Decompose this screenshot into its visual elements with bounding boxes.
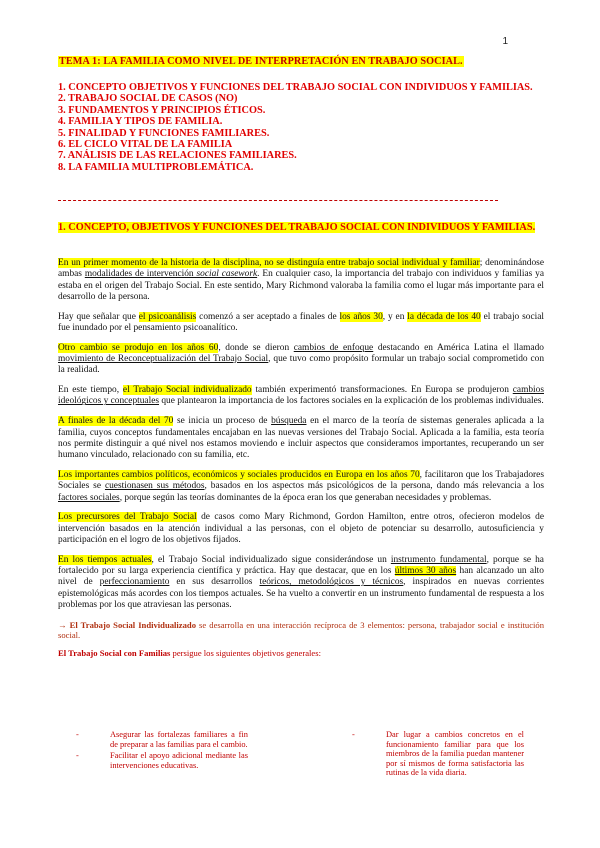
toc-item: 7. ANÁLISIS DE LAS RELACIONES FAMILIARES. [58,150,297,162]
paragraph [58,258,544,303]
toc-item: 8. LA FAMILIA MULTIPROBLEMÁTICA. [58,161,254,173]
toc-item: 1. CONCEPTO OBJETIVOS Y FUNCIONES DEL TRABAJO SOCIAL CON INDIVIDUOS Y FAMILIAS. [58,82,533,93]
text-run: se desarrolla en una interacción recíproca de 3 elementos: persona, trabajador social e institución social. [58,619,544,640]
page-number: 1 [502,36,508,47]
toc-item: 4. FAMILIA Y TIPOS DE FAMILIA. [58,116,223,128]
goal-text: Facilitar el apoyo adicional mediante las intervenciones educativas. [110,751,248,770]
highlighted-text: el psicoanálisis [138,311,197,322]
text-run: comenzó a ser aceptado a finales de [196,311,340,322]
paragraph [58,470,544,504]
text-run: , donde se dieron [218,342,294,353]
text-run: , facilitaron que los Trabajadores Sociales se [58,469,544,492]
goals-column-right [334,730,524,780]
goals-column-left [58,730,248,772]
toc-item: 5. FINALIDAD Y FUNCIONES FAMILIARES. [58,127,270,139]
text-run: que plantearon la importancia de los factores sociales en la explicación de los problemas individuales. [159,396,544,407]
underlined-text: cambios de enfoque [293,342,374,353]
highlighted-text: Los precursores del Trabajo Social [58,512,197,523]
arrow-note [58,620,544,640]
paragraph [58,512,544,546]
goal-text: Asegurar las fortalezas familiares a fin de preparar a las familias para el cambio. [110,730,248,749]
underlined-text: modalidades de intervención [84,269,197,280]
text-run: , porque se ha fortalecido por su larga experiencia científica y práctica. Hay que destacar, que en los [58,554,544,577]
bullet-dash: - [76,751,79,761]
goals-intro [58,648,544,658]
table-of-contents [58,82,544,173]
section-heading [58,222,544,234]
highlighted-text: Los importantes cambios políticos, económicos y sociales producidos en Europa en los años 70 [58,469,420,480]
highlighted-underlined-text: últimos 30 años [394,566,457,577]
toc-item: 3. FUNDAMENTOS Y PRINCIPIOS ÉTICOS. [58,104,266,116]
toc-item: 6. EL CICLO VITAL DE LA FAMILIA [58,139,233,151]
arrow-icon: → [58,619,70,630]
text-run: . En cualquier caso, la importancia del trabajo con individuos y familias ya estaba en el origen del Trabajo Social. En este sentido, Mary Richmond valoraba la familia como el lugar más importante para el desarrollo de la persona. [58,269,544,302]
text-run: se inicia un proceso de [173,416,272,427]
text-run: , y en [382,311,408,322]
list-item [334,730,524,778]
text-run: han alcanzado un alto nivel de [58,566,544,588]
text-run: en el marco de la teoría de sistemas generales aplicada a la familia, cuyos conceptos fundamentales encajaban en las nuevas versiones del Trabajo Social. Aplicada a la familia, esta teoría nos permite distinguir a qué nivel nos estamos moviendo e incluir aspectos que consideramos importantes, recuperando un ser humano vinculado, relacionado con su familia, etc. [58,416,544,461]
body-text [58,258,544,666]
list-item [58,730,248,749]
text-run: , el Trabajo Social individualizado sigue considerándose un [151,554,391,565]
bullet-dash: - [352,730,355,739]
text-run: , inspirados en nuevas corrientes epistemológicas más acordes con los tiempos actuales. Se ha vuelto a convertir en un instrumento fundamental de respuesta a los problemas por los que atraviesan las personas. [58,577,544,610]
text-run: En este tiempo, [58,385,123,396]
text-run: el trabajo social fue inundado por el pensamiento psicoanalítico. [58,311,544,333]
underlined-text: teóricos, metodológicos y técnicos [259,577,404,588]
paragraph [58,555,544,611]
highlighted-text: A finales de la década del 70 [58,416,174,427]
underlined-text: cuestionasen sus métodos [104,481,205,492]
paragraph [58,312,544,335]
text-run: persigue los siguientes objetivos generales: [170,647,321,658]
paragraph [58,343,544,377]
toc-item: 2. TRABAJO SOCIAL DE CASOS (NO) [58,93,238,105]
text-run: , basados en los aspectos más psicológicos de la persona, dando más relevancia a los [204,481,544,492]
text-run: , que tuvo como propósito formular un trabajo social comprometido con la realidad. [58,354,545,376]
highlighted-text: En un primer momento de la historia de la disciplina, no se distinguía entre trabajo social individual y familiar [58,258,480,268]
text-run: ; denominándose ambas [58,258,544,280]
underlined-text: instrumento fundamental [390,554,487,565]
bold-text: El Trabajo Social con Familias [58,647,171,658]
highlighted-text: el Trabajo Social individualizado [122,385,252,396]
text-run: , porque según las teorías dominantes de la época eran los que generaban necesidades y problemas. [119,492,492,503]
text-run: de casos como Mary Richmond, Gordon Hamilton, entre otros, ofecieron modelos de intervención basados en la atención individual a las personas, con el objeto de potenciar su desarrollo, autosuficiencia y participación en el logro de los objetivos fijados. [58,512,544,545]
underlined-text: factores sociales [58,492,120,503]
paragraph [58,385,544,408]
highlighted-text: la década de los 40 [407,311,481,322]
underlined-text: perfeccionamiento [99,577,170,588]
dashed-separator [58,200,498,201]
highlighted-text: En los tiempos actuales [58,554,152,565]
underlined-text: búsqueda [271,416,307,427]
highlighted-text: los años 30 [339,311,383,322]
section-heading-text: 1. CONCEPTO, OBJETIVOS Y FUNCIONES DEL TRABAJO SOCIAL CON INDIVIDUOS Y FAMILIAS. [58,222,536,233]
text-run: también experimentó transformaciones. En Europa se produjeron [251,385,513,396]
topic-title: TEMA 1: LA FAMILIA COMO NIVEL DE INTERPRETACIÓN EN TRABAJO SOCIAL. [59,56,463,67]
highlighted-text: Otro cambio se produjo en los años 60 [58,342,219,353]
bullet-dash: - [76,730,79,739]
underlined-text: cambios ideológicos y conceptuales [58,385,544,407]
bold-text: El Trabajo Social Individualizado [69,619,196,630]
underlined-text: movimiento de Reconceptualización del Trabajo Social [58,354,269,365]
list-item [58,751,248,770]
paragraph [58,416,544,461]
text-run: en sus desarrollos [169,577,260,588]
italic-underlined-text: social casework [196,269,258,280]
goal-text: Dar lugar a cambios concretos en el funcionamiento familiar para que los miembros de la familia puedan mantener por sí mismos de forma satisfactoria las rutinas de la vida diaria. [386,730,524,778]
text-run: Hay que señalar que [58,311,139,322]
text-run: destacando en América Latina el llamado [373,342,544,353]
